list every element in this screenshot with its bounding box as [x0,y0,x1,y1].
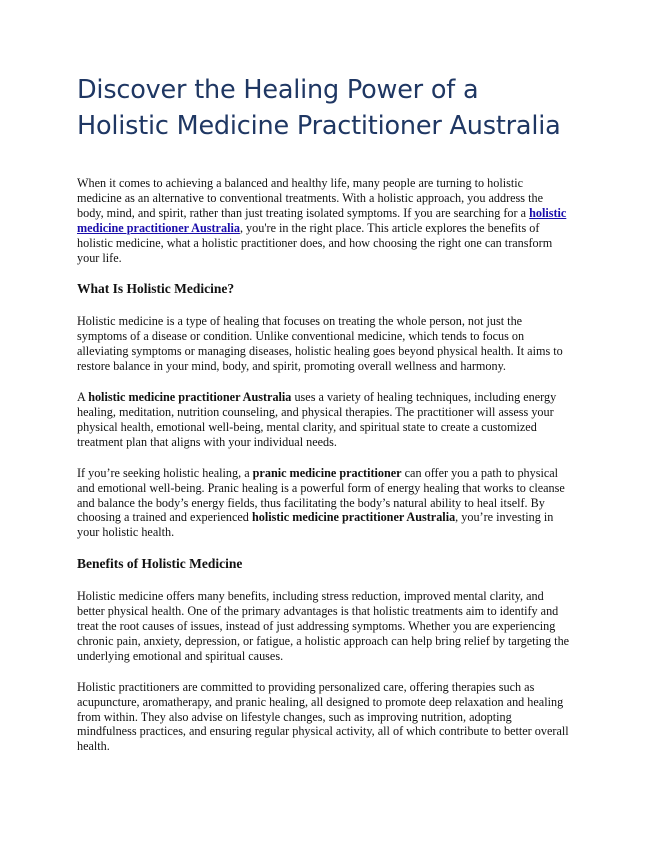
benefits-paragraph-1: Holistic medicine offers many benefits, including stress reduction, improved mental clarity, and better physical health. One of the primary advantages is that holistic treatments aim to identify and treat the root causes of issues, instead of just addressing symptoms. Whether you are experiencing chronic pain, anxiety, depression, or fatigue, a holistic approach can help bring relief by targeting the underlying emotional and spiritual causes. [77,589,570,663]
p2-text-a: A [77,390,89,405]
p2-text-c: uses a variety of healing techniques, including energy healing, meditation, nutrition counseling, and physical therapies. The practitioner will assess your physical health, emotional well-being, mental clarity, and spiritual state to create a customized treatment plan that aligns with your individual needs. [77,390,557,449]
section-heading-what-is: What Is Holistic Medicine? [77,281,235,297]
p3-bold-keyword: holistic medicine practitioner Australia [251,510,456,525]
intro-text-after-link: , you're in the right place. This article explores the benefits of holistic medicine, what a holistic practitioner does, and how choosing the right one can transform your life. [77,220,553,265]
p2-bold-keyword: holistic medicine practitioner Australia [88,390,292,405]
intro-paragraph [77,176,570,265]
practitioner-link[interactable]: holistic medicine practitioner Australia [77,205,567,235]
p3-bold-pranic: pranic medicine practitioner [252,465,402,480]
p3-text-a: If you’re seeking holistic healing, a [77,465,253,480]
what-is-paragraph-1: Holistic medicine is a type of healing that focuses on treating the whole person, not just the symptoms of a disease or condition. Unlike conventional medicine, which tends to focus on alleviating symptoms or managing diseases, holistic healing goes beyond physical health. It aims to restore balance in your mind, body, and spirit, promoting overall wellness and harmony. [77,314,563,374]
intro-text-before-link: When it comes to achieving a balanced and healthy life, many people are turning to holistic medicine as an alternative to conventional treatments. With a holistic approach, you address the body, mind, and spirit, rather than just treating isolated symptoms. If you are searching for a [77,176,543,220]
p3-text-c: can offer you a path to physical and emotional well-being. Pranic healing is a powerful form of energy healing that works to cleanse and balance the body’s energy fields, thus facilitating the body’s natural ability to heal itself. By choosing a trained and experienced [77,465,565,525]
section-heading-benefits: Benefits of Holistic Medicine [77,556,243,572]
page-title: Discover the Healing Power of a Holistic Medicine Practitioner Australia [77,75,561,141]
what-is-paragraph-3 [77,466,570,541]
benefits-paragraph-2: Holistic practitioners are committed to providing personalized care, offering therapies such as acupuncture, aromatherapy, and pranic healing, all designed to promote deep relaxation and healing from within. They also advise on lifestyle changes, such as improving nutrition, adopting mindfulness practices, and ensuring regular physical activity, all of which contribute to better overall health. [77,679,569,754]
what-is-paragraph-2 [77,390,570,450]
document-page [77,72,570,770]
p3-text-e: , you’re investing in your holistic health. [77,510,554,540]
